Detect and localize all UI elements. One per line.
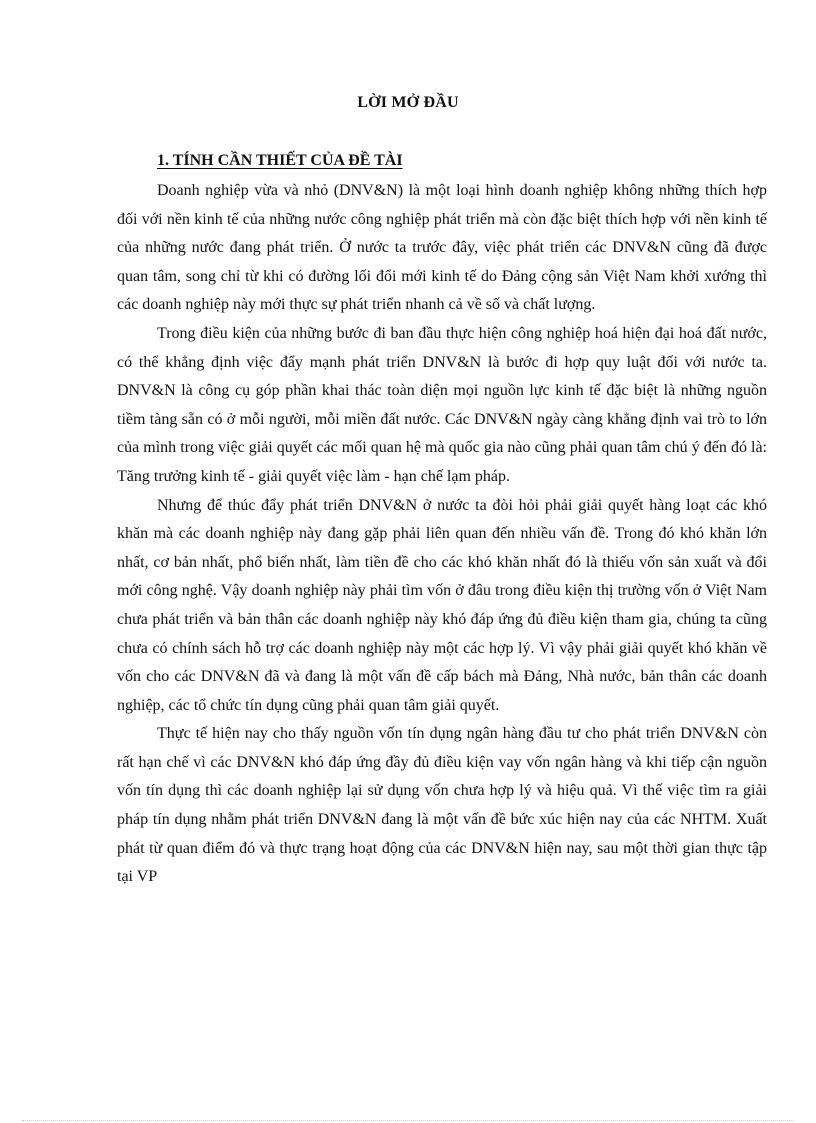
paragraph: Trong điều kiện của những bước đi ban đầu thực hiện công nghiệp hoá hiện đại hoá đất nước, có thể khẳng định việc đẩy mạnh phát triển DNV&N là bước đi hợp quy luật đối với nước ta. DNV&N là công cụ góp phần khai thác toàn diện mọi nguồn lực kinh tế đặc biệt là những nguồn tiềm tàng sẵn có ở mỗi người, mỗi miền đất nước. Các DNV&N ngày càng khẳng định vai trò to lớn của mình trong việc giải quyết các mối quan hệ mà quốc gia nào cũng phải quan tâm chú ý đến đó là: Tăng trưởng kinh tế - giải quyết việc làm - hạn chế lạm pháp.: [117, 324, 767, 485]
paragraph: Doanh nghiệp vừa và nhỏ (DNV&N) là một loại hình doanh nghiệp không những thích hợp đối với nền kinh tế của những nước công nghiệp phát triển mà còn đặc biệt thích hợp với nền kinh tế của những nước đang phát triển. Ở nước ta trước đây, việc phát triển các DNV&N cũng đã được quan tâm, song chỉ từ khi có đường lối đổi mới kinh tế do Đảng cộng sản Việt Nam khởi xướng thì các doanh nghiệp này mới thực sự phát triển nhanh cả về số và chất lượng.: [117, 182, 767, 314]
page-bottom-divider: [22, 1120, 794, 1121]
paragraph: Nhưng để thúc đẩy phát triển DNV&N ở nước ta đòi hỏi phải giải quyết hàng loạt các khó khăn mà các doanh nghiệp này đang gặp phải liên quan đến nhiều vấn đề. Trong đó khó khăn lớn nhất, cơ bản nhất, phổ biến nhất, làm tiền đề cho các khó khăn nhất đó là thiếu vốn sản xuất và đổi mới công nghệ. Vậy doanh nghiệp này phải tìm vốn ở đâu trong điều kiện thị trường vốn ở Việt Nam chưa phát triển và bản thân các doanh nghiệp này khó đáp ứng đủ điều kiện tham gia, chúng ta cũng chưa có chính sách hỗ trợ các doanh nghiệp này một các hợp lý. Vì vậy phải giải quyết khó khăn về vốn cho các DNV&N đã và đang là một vấn đề cấp bách mà Đảng, Nhà nước, bản thân các doanh nghiệp, các tổ chức tín dụng cũng phải quan tâm giải quyết.: [117, 496, 767, 714]
page-title: LỜI MỞ ĐẦU: [357, 94, 459, 111]
paragraph: Thực tế hiện nay cho thấy nguồn vốn tín dụng ngân hàng đầu tư cho phát triển DNV&N còn rất hạn chế vì các DNV&N khó đáp ứng đầy đủ điều kiện vay vốn ngân hàng và khi tiếp cận nguồn vốn tín dụng thì các doanh nghiệp lại sử dụng vốn chưa hợp lý và hiệu quả. Vì thế việc tìm ra giải pháp tín dụng nhằm phát triển DNV&N đang là một vấn đề bức xúc hiện nay của các NHTM. Xuất phát từ quan điểm đó và thực trạng hoạt động của các DNV&N hiện nay, sau một thời gian thực tập tại VP: [117, 725, 767, 886]
body-text: [117, 177, 767, 892]
section-heading: 1. TÍNH CẦN THIẾT CỦA ĐỀ TÀI: [157, 152, 403, 169]
